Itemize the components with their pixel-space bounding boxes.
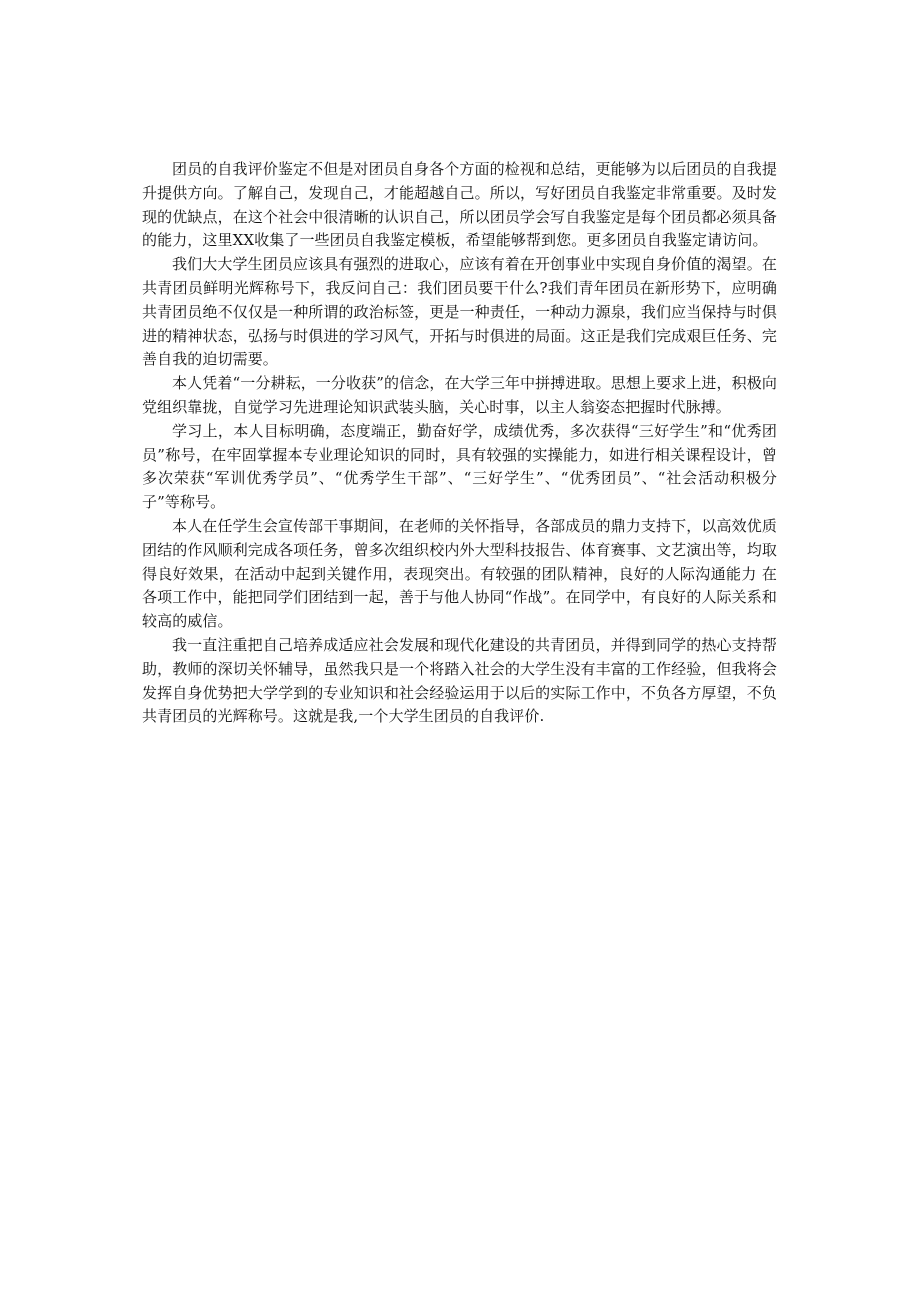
paragraph-belief: 本人凭着“一分耕耘，一分收获”的信念，在大学三年中拼搏进取。思想上要求上进，积极向党组织靠拢，自觉学习先进理论知识武装头脑，关心时事，以主人翁姿态把握时代脉搏。 [142,374,777,416]
paragraph-conclusion: 我一直注重把自己培养成适应社会发展和现代化建设的共青团员，并得到同学的热心支持帮助，教师的深切关怀辅导，虽然我只是一个将踏入社会的大学生没有丰富的工作经验，但我将会发挥自身优势把大学学到的专业知识和社会经验运用于以后的实际工作中，不负各方厚望，不负共青团员的光辉称号。这就是我,一个大学生团员的自我评价. [142,635,777,726]
paragraph-study: 学习上，本人目标明确，态度端正，勤奋好学，成绩优秀，多次获得“三好学生”和“优秀团员”称号，在牢固掌握本专业理论知识的同时，具有较强的实操能力，如进行相关课程设计，曾多次荣获“军训优秀学员”、“优秀学生干部”、“三好学生”、“优秀团员”、“社会活动积极分子”等称号。 [142,421,777,512]
paragraph-ambition: 我们大大学生团员应该具有强烈的进取心，应该有着在开创事业中实现自身价值的渴望。在共青团员鲜明光辉称号下，我反问自己：我们团员要干什么?我们青年团员在新形势下，应明确共青团员绝不仅仅是一种所谓的政治标签，更是一种责任，一种动力源泉，我们应当保持与时俱进的精神状态，弘扬与时俱进的学习风气，开拓与时俱进的局面。这正是我们完成艰巨任务、完善自我的迫切需要。 [142,255,777,369]
paragraph-intro: 团员的自我评价鉴定不但是对团员自身各个方面的检视和总结，更能够为以后团员的自我提升提供方向。了解自己，发现自己，才能超越自己。所以，写好团员自我鉴定非常重要。及时发现的优缺点，在这个社会中很清晰的认识自己，所以团员学会写自我鉴定是每个团员都必须具备的能力，这里XX收集了一些团员自我鉴定模板，希望能够帮到您。更多团员自我鉴定请访问。 [142,160,777,250]
document-body [142,158,777,729]
paragraph-student-union: 本人在任学生会宣传部干事期间，在老师的关怀指导，各部成员的鼎力支持下，以高效优质团结的作风顺利完成各项任务，曾多次组织校内外大型科技报告、体育赛事、文艺演出等，均取得良好效果，在活动中起到关键作用，表现突出。有较强的团队精神，良好的人际沟通能力 在各项工作中，能把同学们团结到一起，善于与他人协同“作战”。在同学中，有良好的人际关系和较高的威信。 [142,516,777,631]
